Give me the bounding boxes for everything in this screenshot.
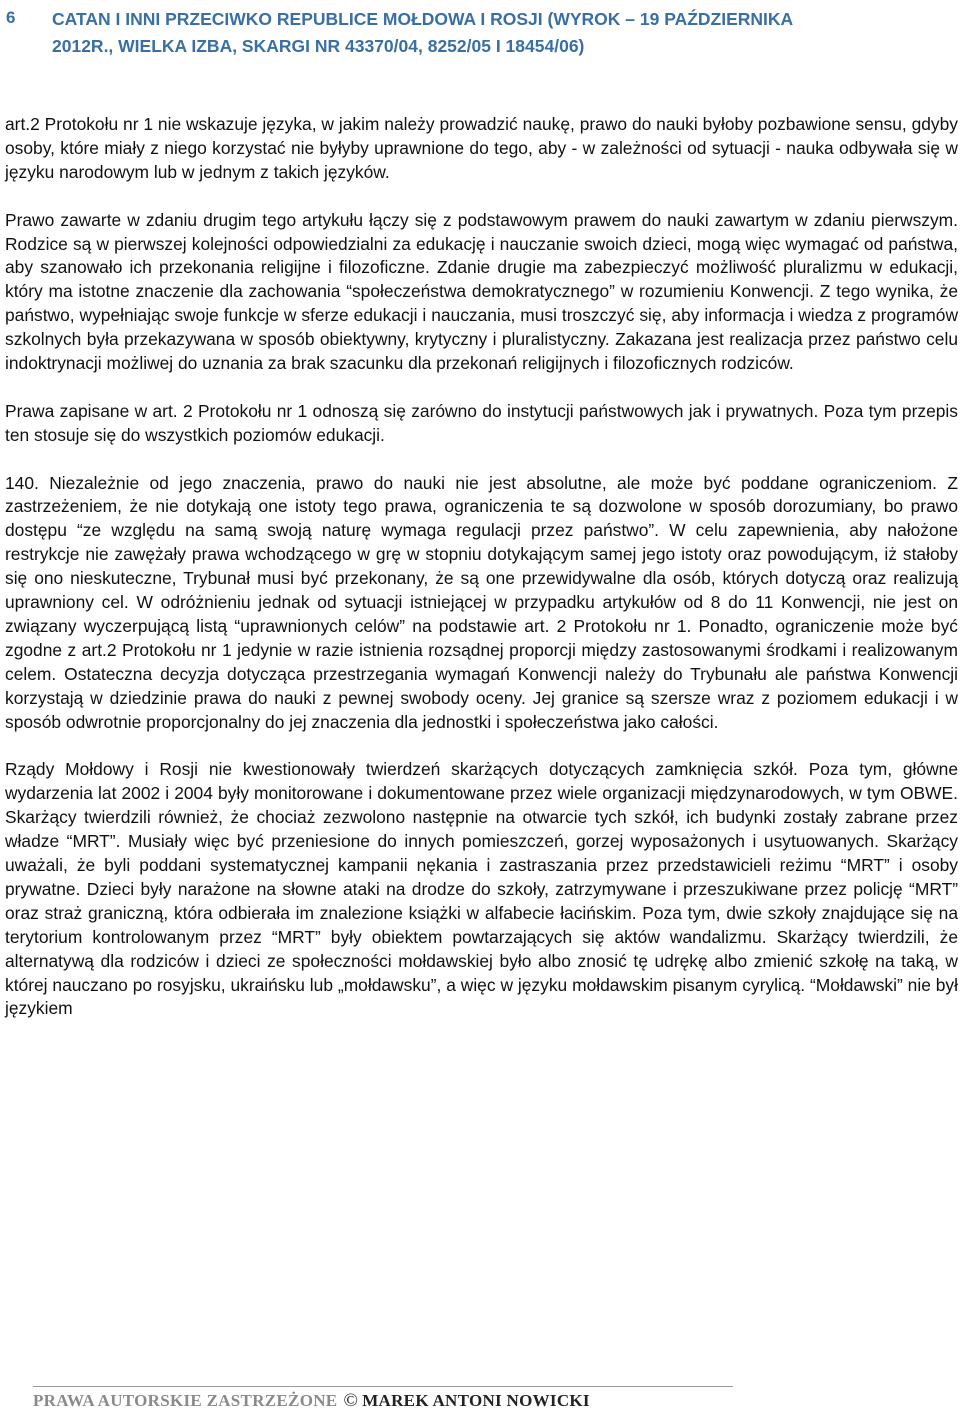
paragraph-140: 140. Niezależnie od jego znaczenia, prawo do nauki nie jest absolutne, ale może być poddane ograniczeniom. Z zastrzeżeniem, że nie dotykają one istoty tego prawa, ograniczenia te są dozwolone w sposób dorozumiany, bo prawo dostępu “ze względu na samą swoją naturę wymaga regulacji przez państwo”. W celu zapewnienia, aby nałożone restrykcje nie zawężały prawa wchodzącego w grę w stopniu dotykającym samej jego istoty oraz powodującym, iż stałoby się ono nieskuteczne, Trybunał musi być przekonany, że są one przewidywalne dla osób, których dotyczą oraz realizują uprawniony cel. W odróżnieniu jednak od sytuacji istniejącej w przypadku artykułów od 8 do 11 Konwencji, nie jest on związany wyczerpującą listą “uprawnionych celów” na podstawie art. 2 Protokołu nr 1. Ponadto, ograniczenie może być zgodne z art.2 Protokołu nr 1 jedynie w razie istnienia rozsądnej proporcji między zastosowanymi środkami i realizowanym celem. Ostateczna decyzja dotycząca przestrzegania wymagań Konwencji należy do Trybunału ale państwa Konwencji korzystają w dziedzinie prawa do nauki z pewnej swobody oceny. Jej granice są szersze wraz z poziomem edukacji i w sposób odwrotnie proporcjonalny do jej znaczenia dla jednostki i społeczeństwa jako całości.: [5, 472, 958, 732]
page-header: [0, 0, 960, 80]
page-number: 6: [6, 8, 16, 27]
footer-rights-text: PRAWA AUTORSKIE ZASTRZEŻONE: [33, 1391, 338, 1410]
running-title: [52, 6, 932, 60]
footer-owner: MAREK ANTONI NOWICKI: [362, 1391, 590, 1410]
paragraph-5: Rządy Mołdowy i Rosji nie kwestionowały twierdzeń skarżących dotyczących zamknięcia szkół. Poza tym, główne wydarzenia lat 2002 i 2004 były monitorowane i dokumentowane przez wiele organizacji międzynarodowych, w tym OBWE. Skarżący twierdzili również, że chociaż zezwolono następnie na otwarcie tych szkół, ich budynki zostały zabrane przez władze “MRT”. Musiały więc być przeniesione do innych pomieszczeń, gorzej wyposażonych i usytuowanych. Skarżący uważali, że byli poddani systematycznej kampanii nękania i zastraszania przez przedstawicieli reżimu “MRT” i osoby prywatne. Dzieci były narażone na słowne ataki na drodze do szkoły, zatrzymywane i przeszukiwane przez policję “MRT” oraz straż graniczną, która odbierała im znalezione książki w alfabecie łacińskim. Poza tym, dwie szkoły znajdujące się na terytorium kontrolowanym przez “MRT” były obiektem powtarzających się aktów wandalizmu. Skarżący twierdzili, że alternatywą dla rodziców i dzieci ze społeczności mołdawskiej było albo znosić tę udrękę albo zmienić szkołę na taką, w której nauczano po rosyjsku, ukraińsku lub „mołdawsku”, a więc w języku mołdawskim pisanym cyrylicą. “Mołdawski” nie był językiem: [5, 759, 958, 1019]
paragraph-1: art.2 Protokołu nr 1 nie wskazuje języka, w jakim należy prowadzić naukę, prawo do nauki byłoby pozbawione sensu, gdyby osoby, które miały z niego korzystać nie byłyby uprawnione do tego, aby - w zależności od sytuacji - nauka odbywała się w języku narodowym lub w jednym z takich języków.: [5, 114, 958, 182]
paragraph-2: Prawo zawarte w zdaniu drugim tego artykułu łączy się z podstawowym prawem do nauki zawartym w zdaniu pierwszym. Rodzice są w pierwszej kolejności odpowiedzialni za edukację i nauczanie swoich dzieci, mogą więc wymagać od państwa, aby szanowało ich przekonania religijne i filozoficzne. Zdanie drugie ma zabezpieczyć możliwość pluralizmu w edukacji, który ma istotne znaczenie dla zachowania “społeczeństwa demokratycznego” w rozumieniu Konwencji. Z tego wynika, że państwo, wypełniając swoje funkcje w sferze edukacji i nauczania, musi troszczyć się, aby informacja i wiedza z programów szkolnych była przekazywana w sposób obiektywny, krytyczny i pluralistyczny. Zakazana jest realizacja przez państwo celu indoktrynacji możliwej do uznania za brak szacunku dla przekonań religijnych i filozoficznych rodziców.: [5, 209, 958, 374]
document-body: [5, 113, 958, 1021]
running-title-line-1: CATAN I INNI PRZECIWKO REPUBLICE MOŁDOWA I ROSJI (WYROK – 19 PAŹDZIERNIKA: [52, 9, 794, 29]
page-footer: [33, 1386, 733, 1415]
running-title-line-2: 2012R., WIELKA IZBA, SKARGI NR 43370/04, 8252/05 I 18454/06): [52, 36, 585, 56]
paragraph-3: Prawa zapisane w art. 2 Protokołu nr 1 odnoszą się zarówno do instytucji państwowych jak i prywatnych. Poza tym przepis ten stosuje się do wszystkich poziomów edukacji.: [5, 400, 958, 445]
copyright-icon: ©: [343, 1390, 359, 1411]
